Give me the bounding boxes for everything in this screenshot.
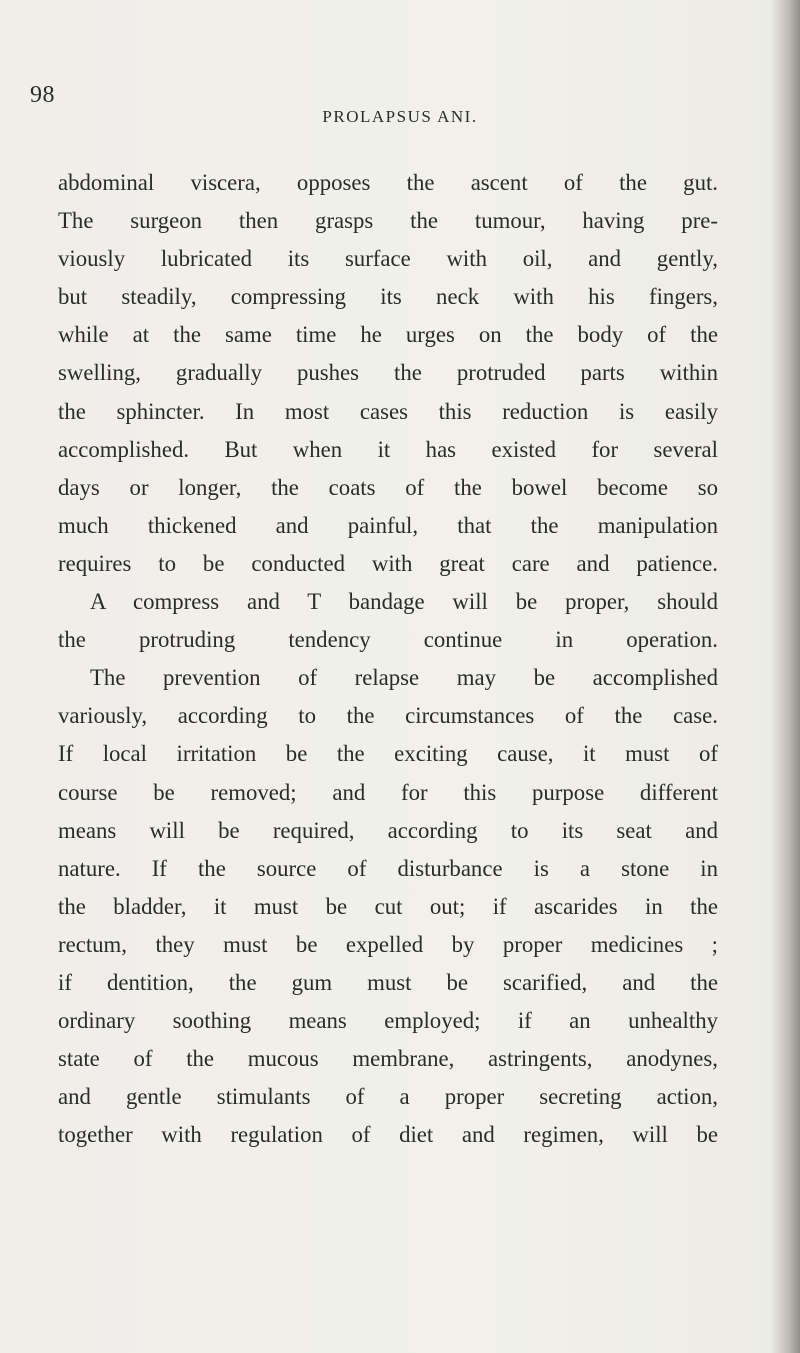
text-line-9: days or longer, the coats of the bowel become so xyxy=(58,474,718,500)
text-line-11: requires to be conducted with great care and patience. xyxy=(58,550,718,576)
text-line-17: course be removed; and for this purpose different xyxy=(58,779,718,805)
body-text xyxy=(58,164,718,1154)
text-line-6: swelling, gradually pushes the protruded parts within xyxy=(58,360,718,386)
text-line-14: The prevention of relapse may be accomplished xyxy=(90,665,718,691)
text-line-1: abdominal viscera, opposes the ascent of the gut. xyxy=(58,170,718,195)
text-line-25: and gentle stimulants of a proper secreting action, xyxy=(58,1084,718,1110)
text-line-3: viously lubricated its surface with oil, and gently, xyxy=(58,246,718,272)
text-line-2: The surgeon then grasps the tumour, having pre- xyxy=(58,208,718,234)
text-line-22: if dentition, the gum must be scarified, and the xyxy=(58,969,718,995)
running-head: PROLAPSUS ANI. xyxy=(322,107,478,126)
text-line-18: means will be required, according to its seat and xyxy=(58,817,718,843)
text-line-8: accomplished. But when it has existed for several xyxy=(58,436,718,462)
text-line-24: state of the mucous membrane, astringents, anodynes, xyxy=(58,1046,718,1072)
text-line-4: but steadily, compressing its neck with his fingers, xyxy=(58,284,718,310)
text-line-20: the bladder, it must be cut out; if ascarides in the xyxy=(58,893,718,919)
text-line-12: A compress and T bandage will be proper, should xyxy=(90,589,718,615)
text-line-7: the sphincter. In most cases this reduction is easily xyxy=(58,398,718,424)
text-line-19: nature. If the source of disturbance is a stone in xyxy=(58,855,718,881)
text-line-13: the protruding tendency continue in operation. xyxy=(58,627,718,653)
text-line-21: rectum, they must be expelled by proper medicines ; xyxy=(58,931,718,957)
text-line-23: ordinary soothing means employed; if an unhealthy xyxy=(58,1008,718,1034)
page-number: 98 xyxy=(30,82,55,108)
text-line-5: while at the same time he urges on the body of the xyxy=(58,322,718,348)
text-line-15: variously, according to the circumstances of the case. xyxy=(58,703,718,729)
page-edge-shadow xyxy=(770,0,800,1353)
text-line-26: together with regulation of diet and regimen, will be xyxy=(58,1122,718,1148)
text-line-16: If local irritation be the exciting cause, it must of xyxy=(58,741,718,767)
text-line-10: much thickened and painful, that the manipulation xyxy=(58,512,718,538)
